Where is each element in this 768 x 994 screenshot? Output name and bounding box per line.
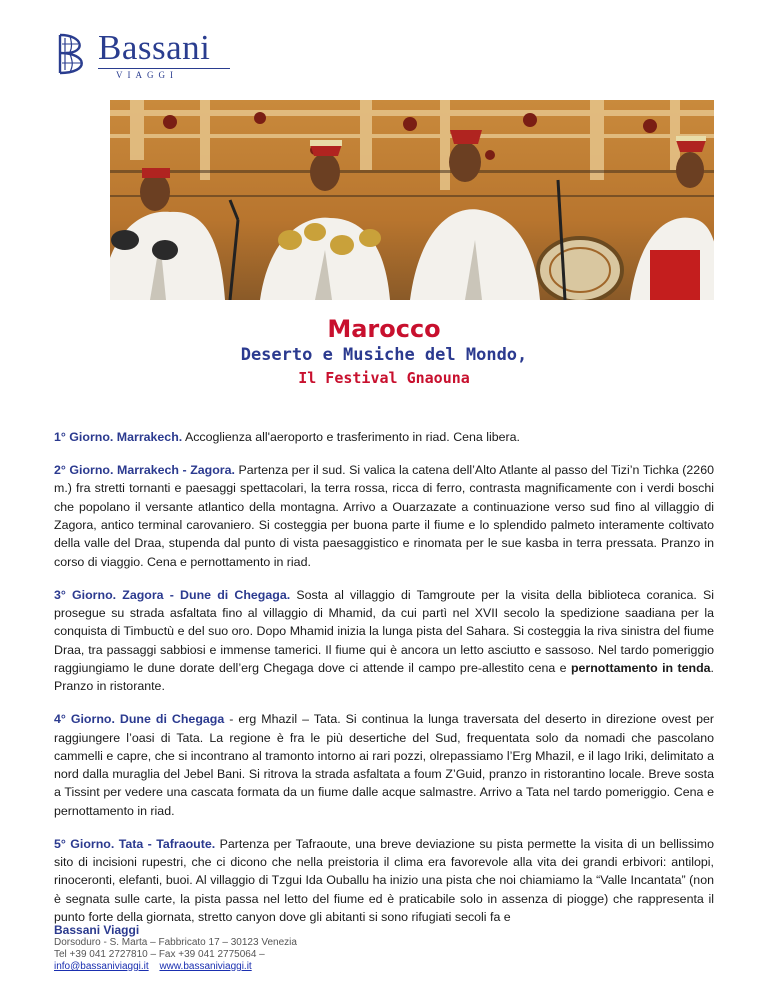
day-heading: 5° Giorno. Tata - Tafraoute.: [54, 836, 216, 851]
logo-name: Bassani: [98, 28, 211, 67]
day-1: [54, 428, 714, 446]
day-text-tail: . Pranzo in ristorante.: [54, 660, 714, 694]
day-heading: 3° Giorno. Zagora - Dune di Chegaga.: [54, 587, 291, 602]
page-title: Marocco: [327, 315, 441, 343]
day-text: - erg Mhazil – Tata. Si continua la lunga traversata del deserto in direzione ovest per raggiungere l’oasi di Tata. La regione è fra le più desertiche del Sud, frequentata solo da nomadi che pascolano cammelli e capre, che si incontrano al tramonto intorno ai rari pozzi, olrepassiamo l’Erg Mhazil, e il lago Iriki, delimitato a nord dalla muraglia del Jebel Bani. Si ritrova la strada asfaltata a foum Z’Guid, pranzo in ristorantino locale. Breve sosta a Tissint per vedere una cascata formata da un fiume dalle acque salmastre. Arrivo a Tata nel tardo pomeriggio. Cena e pernottamento in riad.: [54, 712, 714, 818]
day-4: [54, 710, 714, 820]
day-text: Sosta al villaggio di Tamgroute per la visita della biblioteca coranica. Si prosegue su strada asfaltata fino al villaggio di Mhamid, da cui partì nel XVII secolo la spedizione saadiana per la conquista di Timbuctù e del suo oro. Dopo Mhamid inizia la lunga pista del Sahara. Si costeggia la riva sinistra del fiume Draa, tra passaggi sabbiosi e immense tamerici. Il fiume qui è ancora un letto asciutto e sassoso. Nel tardo pomeriggio raggiungiamo le dune dorate dell’erg Chegaga dove ci attende il campo pre-allestito cena e: [54, 587, 714, 675]
website-link[interactable]: www.bassaniviaggi.it: [159, 961, 252, 972]
footer: [54, 923, 454, 973]
festival-musicians-photo-icon: [110, 100, 714, 300]
bassani-logo: [54, 28, 254, 80]
day-heading: 1° Giorno. Marrakech.: [54, 430, 183, 444]
footer-phone: Tel +39 041 2727810 – Fax +39 041 2775064 –: [54, 949, 265, 960]
logo-divider: [98, 68, 230, 69]
footer-links: [54, 961, 454, 973]
festival-title: Il Festival Gnaouna: [298, 369, 470, 387]
footer-address: Dorsoduro - S. Marta – Fabbricato 17 – 30123 Venezia: [54, 937, 297, 948]
day-heading: 4° Giorno. Dune di Chegaga: [54, 712, 225, 727]
logo-subtitle: VIAGGI: [116, 70, 178, 80]
day-text: Partenza per Tafraoute, una breve deviazione su pista permette la visita di un bellissimo sito di incisioni rupestri, che ci dicono che nella preistoria il clima era favorevole alla vita dei grandi erbivori: antilopi, rinoceronti, elefanti, buoi. Al villaggio di Tzgui Ida Ouballu ha inizio una pista che noi chiamiamo la “Valle Incantata” (non è segnata sulle carte, la pista passa nel letto del fiume ed è praticabile solo in assenza di piogge) che rappresenta il punto forte della giornata, stretto canyon dove gli abitanti si sono rifugiati secoli fa e: [54, 836, 715, 925]
hero-photo: [110, 100, 714, 300]
email-link[interactable]: info@bassaniviaggi.it: [54, 961, 149, 972]
day-2: [54, 461, 714, 571]
day-5: [54, 835, 714, 926]
day-3: [54, 586, 714, 696]
footer-company: Bassani Viaggi: [54, 923, 140, 937]
page-subtitle: Deserto e Musiche del Mondo,: [240, 345, 528, 365]
itinerary: [54, 428, 714, 941]
day-highlight: pernottamento in tenda: [570, 660, 711, 675]
day-heading: 2° Giorno. Marrakech - Zagora.: [54, 463, 235, 478]
day-text: Partenza per il sud. Si valica la catena dell’Alto Atlante al passo del Tizi’n Tichka (2260 m.) fra stretti tornanti e paesaggi spettacolari, la terra rossa, ricca di ferro, contrasta magnificamente con i verdi boschi che popolano il versante atlantico della montagna. Arrivo a Ouarzazate a continuazione verso sud fino al villaggio di Zagora, antico terminal carovaniero. Si costeggia per buona parte il fiume e lo splendido palmeto interamente coltivato della valle del Draa, stupenda dal punto di vista paesaggistico e rinomata per le sue kasba in terra pressata. Pranzo in corso di viaggio. Cena e pernottamento in riad.: [54, 463, 714, 569]
day-text: Accoglienza all'aeroporto e trasferimento in riad. Cena libera.: [182, 430, 521, 444]
globe-b-icon: [54, 32, 94, 76]
